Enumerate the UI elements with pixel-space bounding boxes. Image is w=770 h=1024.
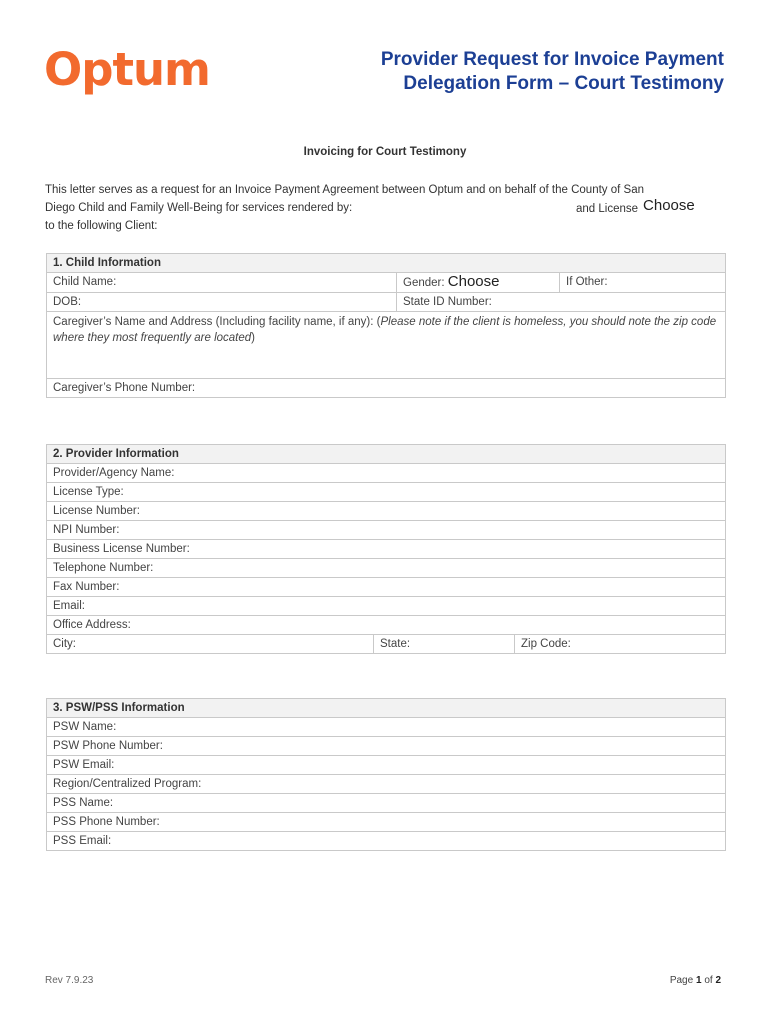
state-field[interactable]: State: [374,635,515,654]
intro-line-1: This letter serves as a request for an Invoice Payment Agreement between Optum and on behalf of the County of San [45,184,644,196]
caregiver-name-address-field[interactable] [47,312,726,379]
form-title-line1: Provider Request for Invoice Payment [380,49,724,70]
caregiver-label: Caregiver’s Name and Address (Including facility name, if any): ( [53,316,381,328]
license-dropdown[interactable]: Choose [643,197,695,214]
caregiver-phone-field[interactable]: Caregiver’s Phone Number: [47,379,726,398]
page-total: 2 [715,975,721,986]
agency-name-field[interactable]: Provider/Agency Name: [47,464,726,483]
state-id-field[interactable]: State ID Number: [397,293,726,312]
pss-phone-field[interactable]: PSS Phone Number: [47,813,726,832]
psw-section-heading: 3. PSW/PSS Information [47,699,726,718]
psw-name-field[interactable]: PSW Name: [47,718,726,737]
pss-name-field[interactable]: PSS Name: [47,794,726,813]
pss-email-field[interactable]: PSS Email: [47,832,726,851]
revision-label: Rev 7.9.23 [45,975,94,986]
dob-field[interactable]: DOB: [47,293,397,312]
caregiver-note: Please note if the client is homeless, you should note the zip code where they most frequently are located [53,316,717,344]
page-current: 1 [695,975,702,986]
fax-field[interactable]: Fax Number: [47,578,726,597]
form-title-line2: Delegation Form – Court Testimony [403,73,724,94]
gender-label: Gender: [403,277,445,289]
psw-email-field[interactable]: PSW Email: [47,756,726,775]
form-subtitle: Invoicing for Court Testimony [303,146,467,158]
optum-logo: Optum [44,43,210,96]
form-title [381,48,724,96]
child-section-heading: 1. Child Information [47,254,726,273]
license-group [576,199,695,218]
intro-services-text: Diego Child and Family Well-Being for services rendered by: [45,202,353,214]
city-field[interactable]: City: [47,635,374,654]
email-field[interactable]: Email: [47,597,726,616]
office-address-field[interactable]: Office Address: [47,616,726,635]
provider-information-section [46,444,726,654]
telephone-field[interactable]: Telephone Number: [47,559,726,578]
page-number [670,975,721,986]
license-number-field[interactable]: License Number: [47,502,726,521]
page-of: of [704,975,713,986]
provider-section-heading: 2. Provider Information [47,445,726,464]
gender-field[interactable] [397,273,560,293]
zip-code-field[interactable]: Zip Code: [515,635,726,654]
intro-line-2 [45,199,725,217]
intro-line-3: to the following Client: [45,220,158,232]
region-program-field[interactable]: Region/Centralized Program: [47,775,726,794]
psw-phone-field[interactable]: PSW Phone Number: [47,737,726,756]
page-prefix: Page [669,975,694,986]
license-type-field[interactable]: License Type: [47,483,726,502]
caregiver-close: ) [251,332,256,344]
license-label: and License [576,203,639,215]
gender-dropdown[interactable]: Choose [447,273,500,290]
if-other-field[interactable]: If Other: [560,273,726,293]
business-license-field[interactable]: Business License Number: [47,540,726,559]
intro-paragraph [45,181,725,235]
child-name-field[interactable]: Child Name: [47,273,397,293]
psw-pss-information-section [46,698,726,851]
npi-number-field[interactable]: NPI Number: [47,521,726,540]
child-information-section [46,253,726,398]
